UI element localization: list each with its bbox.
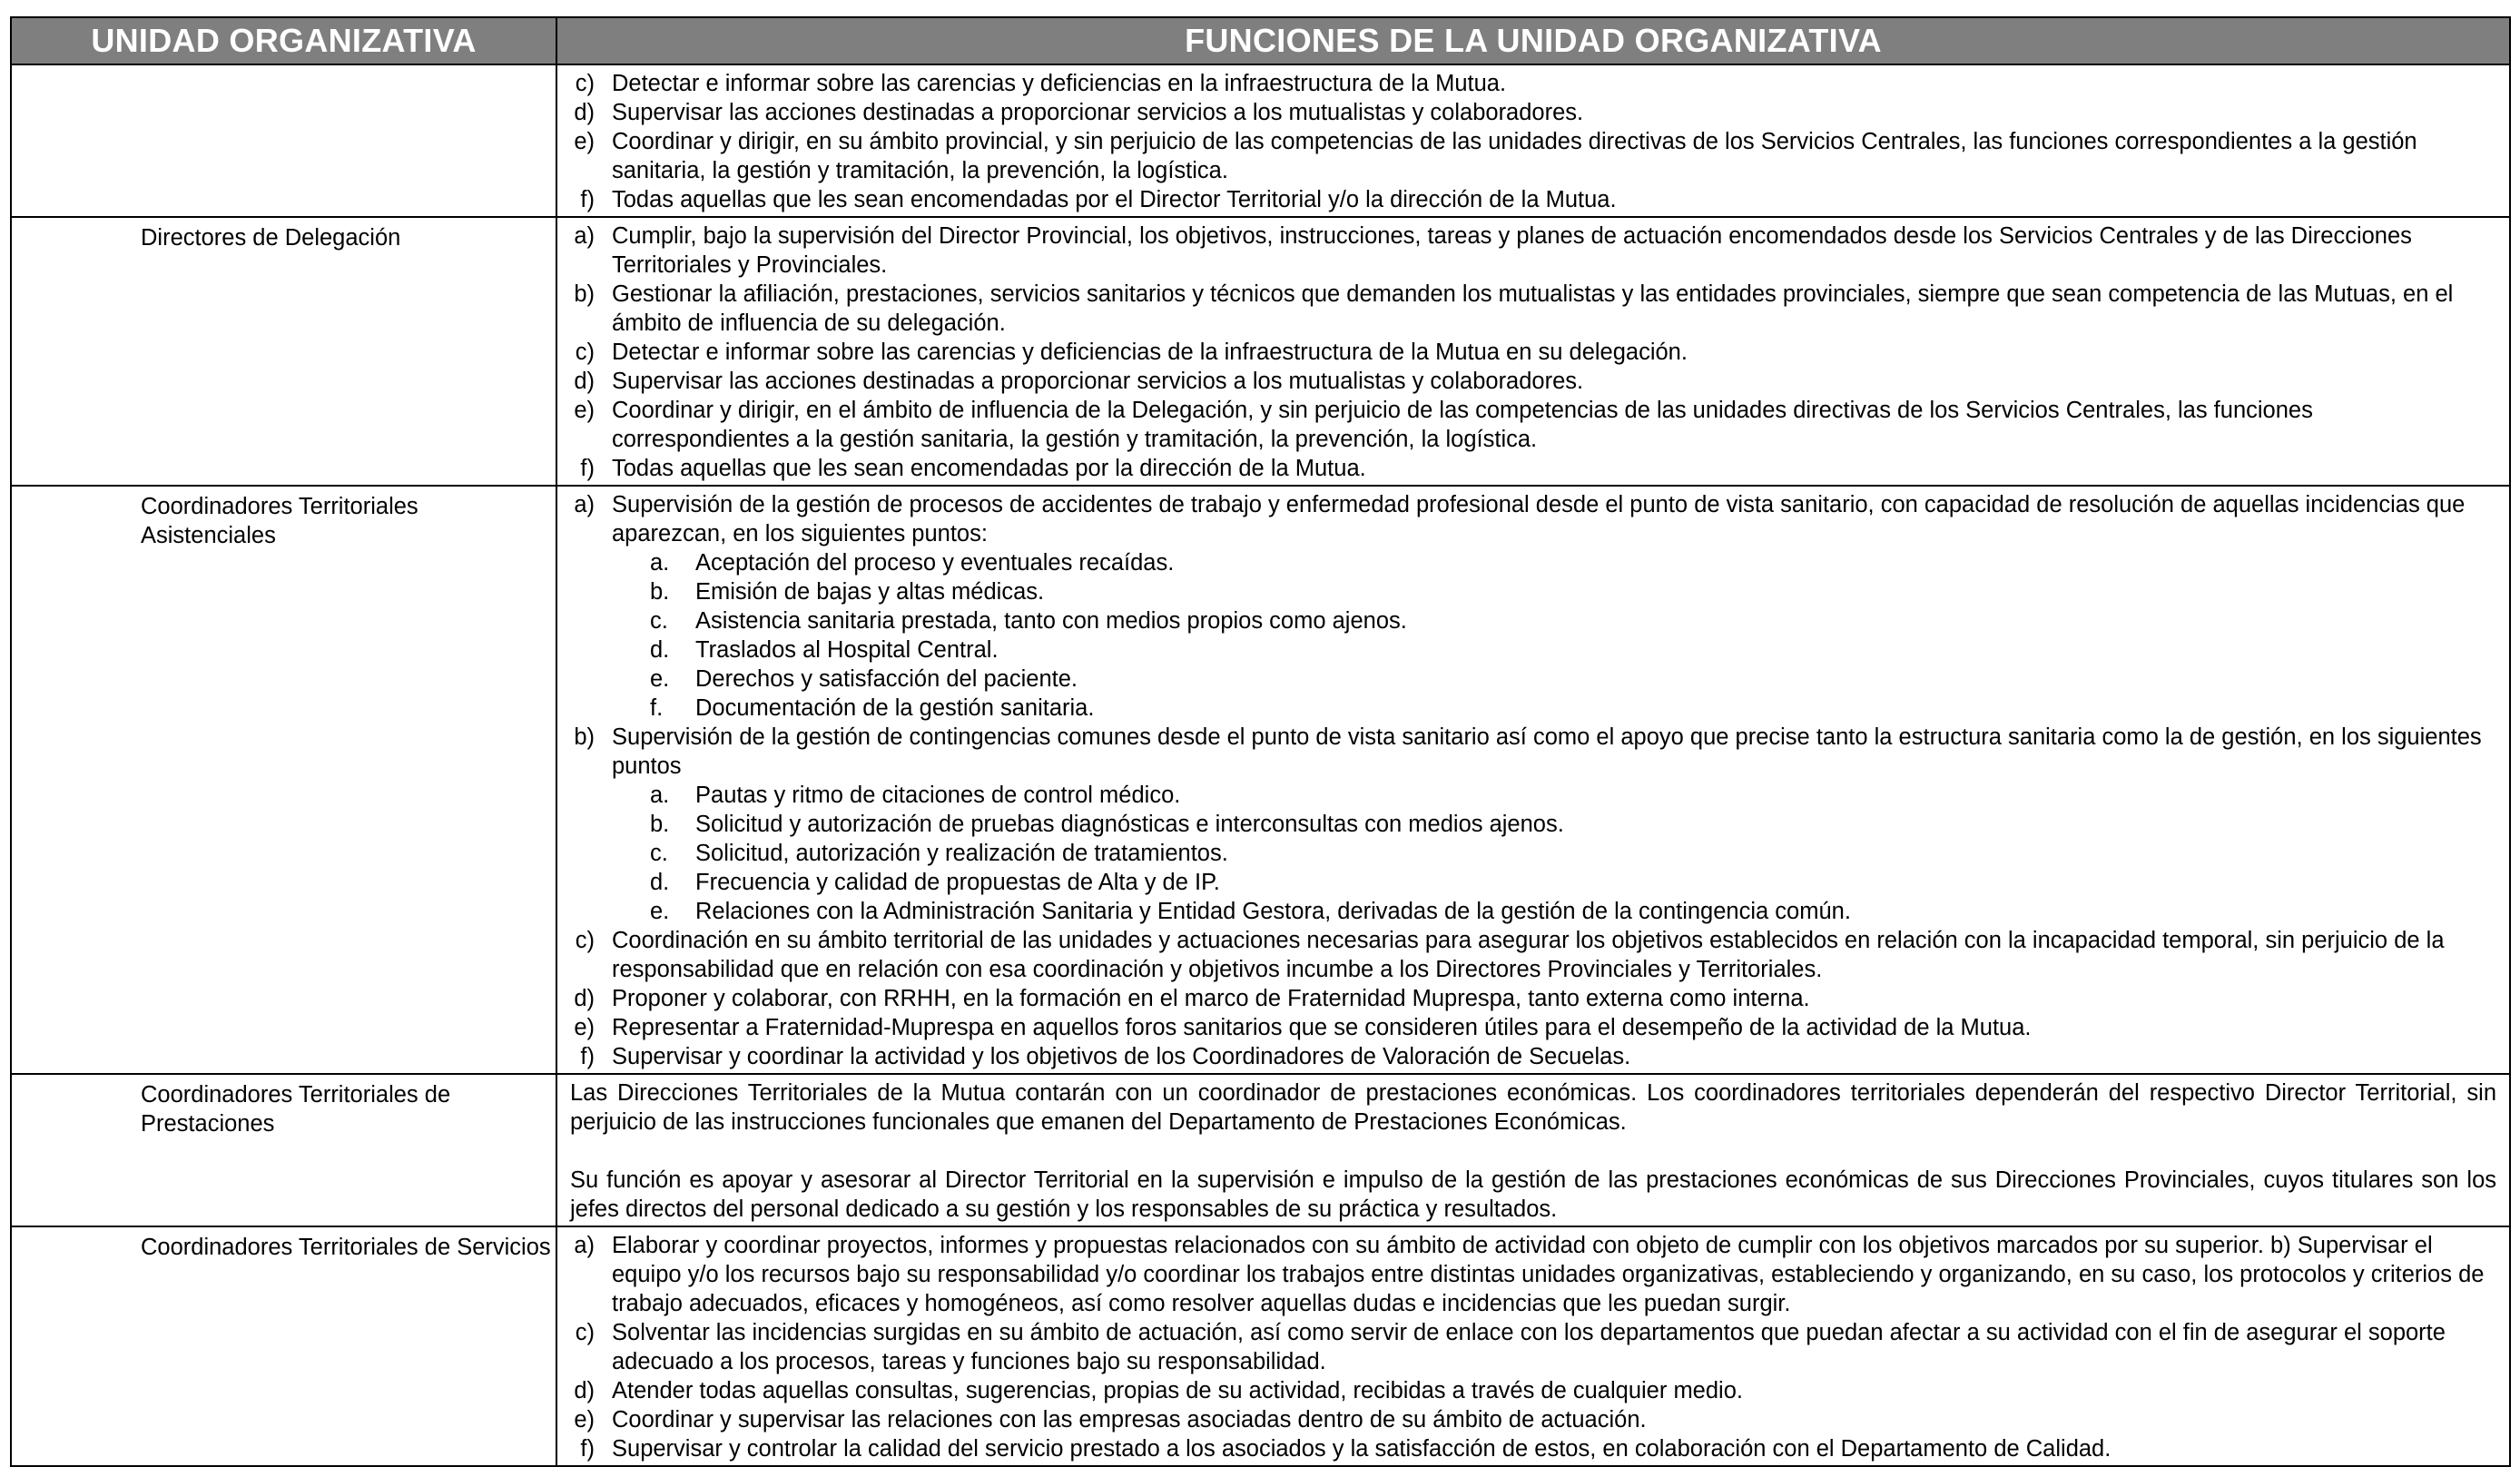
function-item (557, 280, 2496, 338)
table-row (11, 217, 2510, 486)
item-text: Detectar e informar sobre las carencias y deficiencias de la infraestructura de la Mutua en su delegación. (612, 340, 1688, 365)
table-row (11, 486, 2510, 1074)
item-marker: d) (574, 100, 595, 125)
functions-cell (556, 1074, 2510, 1226)
header-row (11, 17, 2510, 64)
sub-item-marker: b. (650, 812, 670, 837)
function-item (557, 127, 2496, 185)
item-text: Atender todas aquellas consultas, sugerencias, propias de su actividad, recibidas a través de cualquier medio. (612, 1378, 1743, 1403)
sub-item-text: Relaciones con la Administración Sanitaria y Entidad Gestora, derivadas de la gestión de la contingencia común. (695, 899, 1851, 924)
header-unit: UNIDAD ORGANIZATIVA (11, 17, 556, 64)
item-text: Supervisar y coordinar la actividad y los objetivos de los Coordinadores de Valoración de Secuelas. (612, 1044, 1631, 1069)
function-paragraphs (557, 1075, 2509, 1226)
item-text: Supervisar las acciones destinadas a proporcionar servicios a los mutualistas y colaboradores. (612, 369, 1584, 394)
function-item (557, 338, 2496, 367)
sub-item-text: Aceptación del proceso y eventuales recaídas. (695, 550, 1175, 576)
item-marker: b) (574, 281, 595, 307)
sub-item-text: Solicitud y autorización de pruebas diagnósticas e interconsultas con medios ajenos. (695, 812, 1564, 837)
function-item (557, 1318, 2496, 1376)
sub-item-text: Documentación de la gestión sanitaria. (695, 695, 1095, 721)
table-body (11, 64, 2510, 1466)
item-marker: c) (575, 71, 595, 96)
sub-item (650, 839, 2496, 868)
function-list (557, 65, 2509, 216)
unit-name (12, 65, 556, 71)
sub-item-text: Pautas y ritmo de citaciones de control médico. (695, 783, 1181, 808)
item-marker: d) (574, 986, 595, 1011)
table-row (11, 64, 2510, 217)
table-row (11, 1074, 2510, 1226)
item-text: Coordinar y supervisar las relaciones con las empresas asociadas dentro de su ámbito de actuación. (612, 1407, 1647, 1433)
sub-item (650, 868, 2496, 897)
function-item (557, 185, 2496, 214)
header-functions: FUNCIONES DE LA UNIDAD ORGANIZATIVA (556, 17, 2510, 64)
unit-name: Coordinadores Territoriales Asistenciales (141, 494, 418, 548)
item-marker: e) (574, 129, 595, 154)
item-text: Elaborar y coordinar proyectos, informes y propuestas relacionados con su ámbito de actividad con objeto de cumplir con los objetivos marcados por su superior. b) Supervisar el equipo y/o los recursos bajo su responsabilidad y/o coordinar los trabajos entre distintas unidades organizativas, estableciendo y organizando, en su caso, los protocolos y criterios de trabajo adecuados, eficaces y homogéneos, así como resolver aquellas dudas e incidencias que les puedan surgir. (612, 1233, 2485, 1316)
item-marker: a) (574, 492, 595, 517)
function-list (557, 487, 2509, 1073)
function-item (557, 222, 2496, 280)
function-item (557, 926, 2496, 984)
function-item (557, 1434, 2496, 1463)
item-text: Supervisión de la gestión de contingencias comunes desde el punto de vista sanitario así como el apoyo que precise tanto la estructura sanitaria como la de gestión, en los siguientes puntos (612, 724, 2482, 779)
sub-item-text: Emisión de bajas y altas médicas. (695, 579, 1045, 605)
function-item (557, 454, 2496, 483)
function-item (557, 69, 2496, 98)
item-marker: f) (580, 1044, 595, 1069)
function-paragraph: Las Direcciones Territoriales de la Mutua contarán con un coordinador de prestaciones económicas. Los coordinadores territoriales dependerán del respectivo Director Territorial, sin perjuicio de las instrucciones funcionales que emanen del Departamento de Prestaciones Económicas. (570, 1080, 2496, 1135)
function-paragraph: Su función es apoyar y asesorar al Director Territorial en la supervisión e impulso de la gestión de las prestaciones económicas de sus Direcciones Provinciales, cuyos titulares son los jefes directos del personal dedicado a su gestión y los responsables de su práctica y resultados. (570, 1167, 2496, 1222)
function-item (557, 1013, 2496, 1042)
item-marker: f) (580, 456, 595, 481)
sub-item-marker: d. (650, 637, 670, 663)
function-item (557, 1376, 2496, 1405)
item-text: Supervisión de la gestión de procesos de accidentes de trabajo y enfermedad profesional desde el punto de vista sanitario, con capacidad de resolución de aquellas incidencias que aparezcan, en los siguientes puntos: (612, 492, 2466, 546)
sub-item-marker: e. (650, 666, 670, 692)
functions-cell (556, 486, 2510, 1074)
item-marker: a) (574, 1233, 595, 1258)
item-marker: b) (574, 724, 595, 750)
function-item (557, 367, 2496, 396)
sub-item-marker: c. (650, 841, 668, 866)
sub-item-text: Derechos y satisfacción del paciente. (695, 666, 1078, 692)
sub-item-marker: f. (650, 695, 664, 721)
item-text: Coordinar y dirigir, en el ámbito de influencia de la Delegación, y sin perjuicio de las competencias de las unidades directivas de los Servicios Centrales, las funciones correspondientes a la gestión sanitaria, la gestión y tramitación, la prevención, la logística. (612, 398, 2313, 452)
function-list (557, 218, 2509, 485)
item-marker: e) (574, 398, 595, 423)
function-item (557, 723, 2496, 781)
function-item (557, 490, 2496, 548)
sub-item (650, 548, 2496, 577)
sub-item-marker: c. (650, 608, 668, 634)
item-marker: f) (580, 1436, 595, 1462)
unit-cell (11, 1074, 556, 1226)
table-row (11, 1226, 2510, 1466)
sub-item-marker: d. (650, 870, 670, 895)
item-text: Detectar e informar sobre las carencias y deficiencias en la infraestructura de la Mutua. (612, 71, 1507, 96)
item-marker: d) (574, 1378, 595, 1403)
item-text: Proponer y colaborar, con RRHH, en la formación en el marco de Fraternidad Muprespa, tanto externa como interna. (612, 986, 1810, 1011)
item-text: Supervisar y controlar la calidad del servicio prestado a los asociados y la satisfacción de estos, en colaboración con el Departamento de Calidad. (612, 1436, 2111, 1462)
sub-item (650, 665, 2496, 694)
unit-cell (11, 64, 556, 217)
sub-item-marker: b. (650, 579, 670, 605)
sub-item-marker: a. (650, 783, 670, 808)
item-text: Cumplir, bajo la supervisión del Director Provincial, los objetivos, instrucciones, tareas y planes de actuación encomendados desde los Servicios Centrales y de las Direcciones Territoriales y Provinciales. (612, 223, 2412, 278)
item-text: Coordinación en su ámbito territorial de las unidades y actuaciones necesarias para asegurar los objetivos establecidos en relación con la incapacidad temporal, sin perjuicio de la responsabilidad que en relación con esa coordinación y objetivos incumbe a los Directores Provinciales y Territoriales. (612, 928, 2445, 982)
item-text: Coordinar y dirigir, en su ámbito provincial, y sin perjuicio de las competencias de las unidades directivas de los Servicios Centrales, las funciones correspondientes a la gestión sanitaria, la gestión y tramitación, la prevención, la logística. (612, 129, 2417, 183)
item-marker: c) (575, 1320, 595, 1345)
functions-cell (556, 64, 2510, 217)
item-marker: a) (574, 223, 595, 249)
item-marker: c) (575, 928, 595, 953)
item-marker: d) (574, 369, 595, 394)
unit-name: Coordinadores Territoriales de Servicios (141, 1235, 551, 1260)
functions-table (10, 16, 2511, 1467)
sub-item (650, 810, 2496, 839)
sub-item-text: Solicitud, autorización y realización de tratamientos. (695, 841, 1228, 866)
sub-item-text: Frecuencia y calidad de propuestas de Alta y de IP. (695, 870, 1220, 895)
item-marker: c) (575, 340, 595, 365)
sub-item-text: Traslados al Hospital Central. (695, 637, 999, 663)
sub-item (650, 897, 2496, 926)
sub-item (650, 694, 2496, 723)
sub-item-marker: e. (650, 899, 670, 924)
function-item (557, 1405, 2496, 1434)
function-item (557, 984, 2496, 1013)
item-text: Supervisar las acciones destinadas a proporcionar servicios a los mutualistas y colaboradores. (612, 100, 1584, 125)
unit-name: Coordinadores Territoriales de Prestaciones (141, 1082, 451, 1137)
unit-cell (11, 1226, 556, 1466)
item-text: Todas aquellas que les sean encomendadas por el Director Territorial y/o la dirección de la Mutua. (612, 187, 1617, 212)
item-text: Gestionar la afiliación, prestaciones, servicios sanitarios y técnicos que demanden los mutualistas y las entidades provinciales, siempre que sean competencia de las Mutuas, en el ámbito de influencia de su delegación. (612, 281, 2454, 336)
item-text: Solventar las incidencias surgidas en su ámbito de actuación, así como servir de enlace con los departamentos que puedan afectar a su actividad con el fin de asegurar el soporte adecuado a los procesos, tareas y funciones bajo su responsabilidad. (612, 1320, 2446, 1374)
item-marker: e) (574, 1407, 595, 1433)
sub-item-marker: a. (650, 550, 670, 576)
function-item (557, 396, 2496, 454)
unit-name: Directores de Delegación (141, 225, 401, 251)
unit-cell (11, 486, 556, 1074)
item-text: Representar a Fraternidad-Muprespa en aquellos foros sanitarios que se consideren útiles para el desempeño de la actividad de la Mutua. (612, 1015, 2032, 1040)
function-item (557, 1231, 2496, 1318)
sub-item (650, 606, 2496, 635)
sub-item (650, 577, 2496, 606)
item-marker: e) (574, 1015, 595, 1040)
item-text: Todas aquellas que les sean encomendadas por la dirección de la Mutua. (612, 456, 1366, 481)
item-marker: f) (580, 187, 595, 212)
sub-item-text: Asistencia sanitaria prestada, tanto con medios propios como ajenos. (695, 608, 1407, 634)
functions-cell (556, 1226, 2510, 1466)
functions-cell (556, 217, 2510, 486)
unit-cell (11, 217, 556, 486)
function-item (557, 1042, 2496, 1071)
sub-item (650, 781, 2496, 810)
function-item (557, 98, 2496, 127)
sub-item (650, 635, 2496, 665)
function-list (557, 1227, 2509, 1465)
